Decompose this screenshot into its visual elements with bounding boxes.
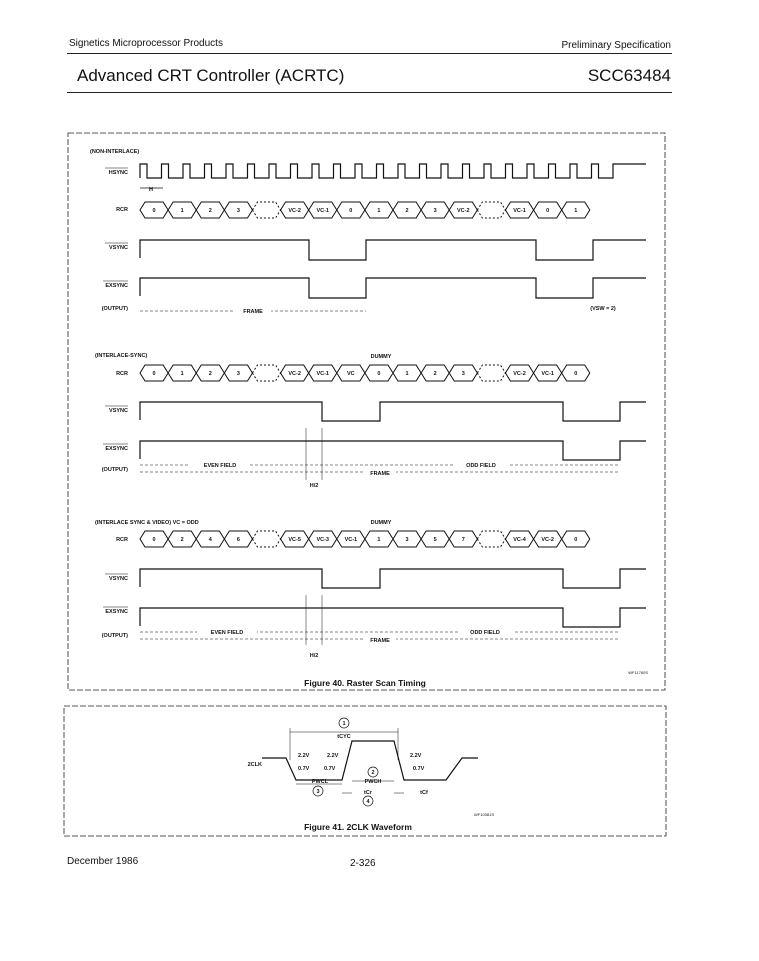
rcr-cell-label: VC-5 (288, 537, 301, 543)
figure-41-frame (64, 706, 666, 836)
sec3-vsync-waveform (140, 569, 646, 588)
sec1-vsw-note: (VSW = 2) (590, 306, 616, 312)
rcr-cell-label: 1 (377, 537, 381, 543)
sec1-sig-vsync: VSYNC (109, 245, 128, 251)
page-title: Advanced CRT Controller (ACRTC) (77, 66, 345, 85)
marker-4: 4 (366, 799, 370, 805)
marker-2: 2 (371, 770, 375, 776)
rcr-cell-label: VC-2 (457, 208, 470, 214)
rcr-cell-label: VC-1 (513, 208, 526, 214)
rcr-gap-cell (252, 531, 280, 547)
sec3-odd-label: ODD FIELD (470, 630, 500, 636)
v-high-2: 2.2V (327, 753, 339, 759)
rcr-cell-label: 3 (461, 371, 465, 377)
sec1-rcr-bus (140, 202, 590, 218)
pwcl-label: PWCL (311, 779, 329, 785)
sec1-sig-output: (OUTPUT) (101, 306, 128, 312)
sec1-h-label: H (149, 187, 153, 193)
footer-page: 2-326 (350, 858, 376, 869)
sec3-sig-output: (OUTPUT) (101, 633, 128, 639)
tcyc-label: tCYC (337, 734, 351, 740)
fig40-code: WF11760S (628, 670, 648, 675)
v-low-1: 0.7V (298, 766, 310, 772)
sec2-sig-output: (OUTPUT) (101, 467, 128, 473)
rcr-cell-label: 3 (236, 371, 240, 377)
rcr-cell-label: 1 (405, 371, 409, 377)
rcr-cell-label: 0 (546, 208, 550, 214)
sec1-sig-hsync: HSYNC (108, 170, 128, 176)
sec3-rcr-bus (140, 531, 590, 547)
sec3-label: (INTERLACE SYNC & VIDEO) VC = ODD (95, 520, 199, 526)
rcr-cell-label: 1 (180, 208, 184, 214)
fig41-caption: Figure 41. 2CLK Waveform (304, 822, 412, 832)
sec3-sig-vsync: VSYNC (109, 576, 128, 582)
v-high-3: 2.2V (410, 753, 422, 759)
rcr-cell-label: 2 (208, 208, 212, 214)
sec2-sig-rcr: RCR (116, 371, 128, 377)
rcr-cell-label: 0 (152, 537, 156, 543)
rcr-cell-label: 0 (574, 537, 578, 543)
sec2-vsync-waveform (140, 402, 646, 421)
figure-41-2clk-waveform (0, 700, 759, 840)
clk-waveform (262, 741, 478, 780)
footer-date: December 1986 (67, 856, 139, 867)
rcr-cell-label: 4 (208, 537, 212, 543)
sec1-exsync-waveform (140, 278, 646, 298)
rcr-cell-label: 2 (405, 208, 409, 214)
sec2-label: (INTERLACE-SYNC) (95, 353, 148, 359)
sec3-frame-label: FRAME (370, 638, 390, 644)
rcr-gap-cell (477, 202, 505, 218)
rcr-gap-cell (252, 365, 280, 381)
v-high-1: 2.2V (298, 753, 310, 759)
rcr-cell-label: 0 (152, 371, 156, 377)
rcr-cell-label: VC-2 (288, 371, 301, 377)
sec1-vsync-waveform (140, 240, 646, 260)
v-low-2: 0.7V (324, 766, 336, 772)
rcr-gap-cell (252, 202, 280, 218)
sec2-exsync-waveform (140, 441, 646, 460)
sec2-rcr-bus (140, 365, 590, 381)
rcr-cell-label: VC-1 (316, 371, 329, 377)
rcr-gap-cell (477, 365, 505, 381)
fig40-caption: Figure 40. Raster Scan Timing (304, 678, 426, 688)
rcr-cell-label: VC-2 (513, 371, 526, 377)
rcr-cell-label: VC (347, 371, 355, 377)
rcr-cell-label: 0 (574, 371, 578, 377)
rcr-cell-label: 0 (152, 208, 156, 214)
rcr-cell-label: VC-1 (316, 208, 329, 214)
rcr-cell-label: 3 (433, 208, 437, 214)
rcr-cell-label: VC-2 (541, 537, 554, 543)
sec3-sig-rcr: RCR (116, 537, 128, 543)
sec3-even-label: EVEN FIELD (210, 630, 244, 636)
part-number: SCC63484 (587, 66, 671, 85)
rcr-cell-label: 2 (208, 371, 212, 377)
rcr-gap-cell (477, 531, 505, 547)
sec1-frame-label: FRAME (243, 309, 263, 315)
rcr-cell-label: 7 (461, 537, 465, 543)
sec3-dummy: DUMMY (370, 520, 392, 526)
rcr-cell-label: VC-1 (541, 371, 554, 377)
rcr-cell-label: 1 (377, 208, 381, 214)
fig41-code: WF10381S (474, 812, 495, 817)
rcr-cell-label: VC-2 (288, 208, 301, 214)
v-low-3: 0.7V (413, 766, 425, 772)
rcr-cell-label: VC-3 (316, 537, 329, 543)
sec2-dummy: DUMMY (370, 354, 392, 360)
rcr-cell-label: 3 (405, 537, 409, 543)
sec3-sig-exsync: EXSYNC (105, 609, 128, 615)
sec1-sig-exsync: EXSYNC (105, 283, 128, 289)
sec1-sig-rcr: RCR (116, 207, 128, 213)
tcf-label: tCf (420, 790, 428, 796)
sec3-exsync-waveform (140, 608, 646, 627)
sec2-sig-exsync: EXSYNC (105, 446, 128, 452)
clk-signal-label: 2CLK (247, 762, 262, 768)
tcr-label: tCr (364, 790, 372, 796)
header-left: Signetics Microprocessor Products (69, 38, 223, 49)
rcr-cell-label: 3 (236, 208, 240, 214)
sec2-h2-label: H/2 (309, 483, 319, 489)
header-right: Preliminary Specification (561, 40, 671, 51)
hsync-pulse-line (140, 164, 646, 178)
rcr-cell-label: 5 (433, 537, 437, 543)
marker-1: 1 (342, 721, 346, 727)
sec2-odd-label: ODD FIELD (466, 463, 496, 469)
pwch-label: PWCH (364, 779, 382, 785)
rcr-cell-label: 1 (574, 208, 578, 214)
marker-3: 3 (316, 789, 320, 795)
sec1-label: (NON-INTERLACE) (90, 149, 140, 155)
rcr-cell-label: 2 (433, 371, 437, 377)
sec2-even-label: EVEN FIELD (203, 463, 237, 469)
sec1-hsync-waveform (140, 164, 646, 178)
rcr-cell-label: 1 (180, 371, 184, 377)
rcr-cell-label: VC-1 (344, 537, 358, 543)
sec3-h2-label: H/2 (309, 653, 319, 659)
rcr-cell-label: 2 (180, 537, 184, 543)
sec2-frame-label: FRAME (370, 471, 390, 477)
sec2-sig-vsync: VSYNC (109, 408, 128, 414)
rcr-cell-label: 0 (377, 371, 381, 377)
rcr-cell-label: VC-4 (513, 537, 526, 543)
rcr-cell-label: 0 (349, 208, 353, 214)
rcr-cell-label: 6 (236, 537, 240, 543)
